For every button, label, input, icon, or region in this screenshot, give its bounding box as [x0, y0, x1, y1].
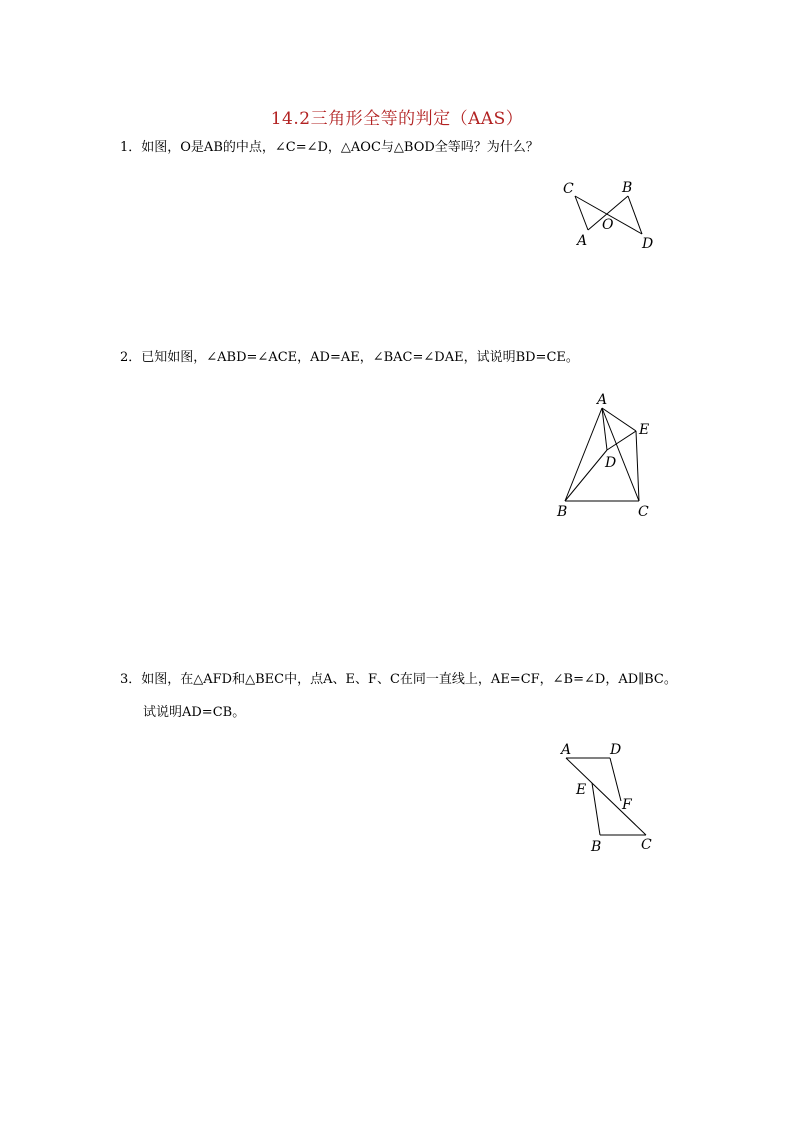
label-F: F	[622, 797, 632, 813]
label-E: E	[639, 422, 650, 438]
label-D: D	[605, 455, 617, 471]
figure-1	[560, 178, 670, 258]
worksheet-title: 14.2三角形全等的判定（AAS）	[270, 109, 524, 129]
label-A: A	[561, 742, 572, 758]
label-C: C	[638, 504, 649, 520]
label-B: B	[591, 839, 602, 855]
label-D: D	[610, 742, 622, 758]
segment-DE	[607, 431, 636, 450]
label-B: B	[622, 180, 633, 196]
label-A: A	[577, 233, 588, 249]
label-B: B	[557, 504, 568, 520]
question-1-text: 1．如图，O是AB的中点，∠C=∠D，△AOC与△BOD全等吗？为什么？	[120, 140, 539, 155]
question-2-text: 2．已知如图，∠ABD=∠ACE，AD=AE，∠BAC=∠DAE，试说明BD=CE。	[120, 350, 579, 365]
segment-AB	[565, 408, 602, 501]
segment-CA	[575, 196, 588, 230]
segment-EC	[636, 431, 639, 501]
figure-2	[550, 388, 670, 523]
segment-EB	[592, 783, 600, 835]
label-A: A	[597, 392, 608, 408]
label-D: D	[642, 236, 654, 252]
figure-3	[555, 738, 665, 858]
label-C: C	[641, 837, 652, 853]
question-3-text: 3．如图，在△AFD和△BEC中，点A、E、F、C在同一直线上，AE=CF，∠B=∠D，AD∥BC。	[120, 672, 677, 687]
label-E: E	[576, 782, 587, 798]
segment-BD	[565, 450, 607, 501]
label-O: O	[602, 217, 614, 233]
label-C: C	[563, 181, 574, 197]
segment-BD	[628, 196, 642, 234]
segment-DF	[610, 758, 621, 801]
question-3-text-line2: 试说明AD=CB。	[143, 705, 246, 720]
